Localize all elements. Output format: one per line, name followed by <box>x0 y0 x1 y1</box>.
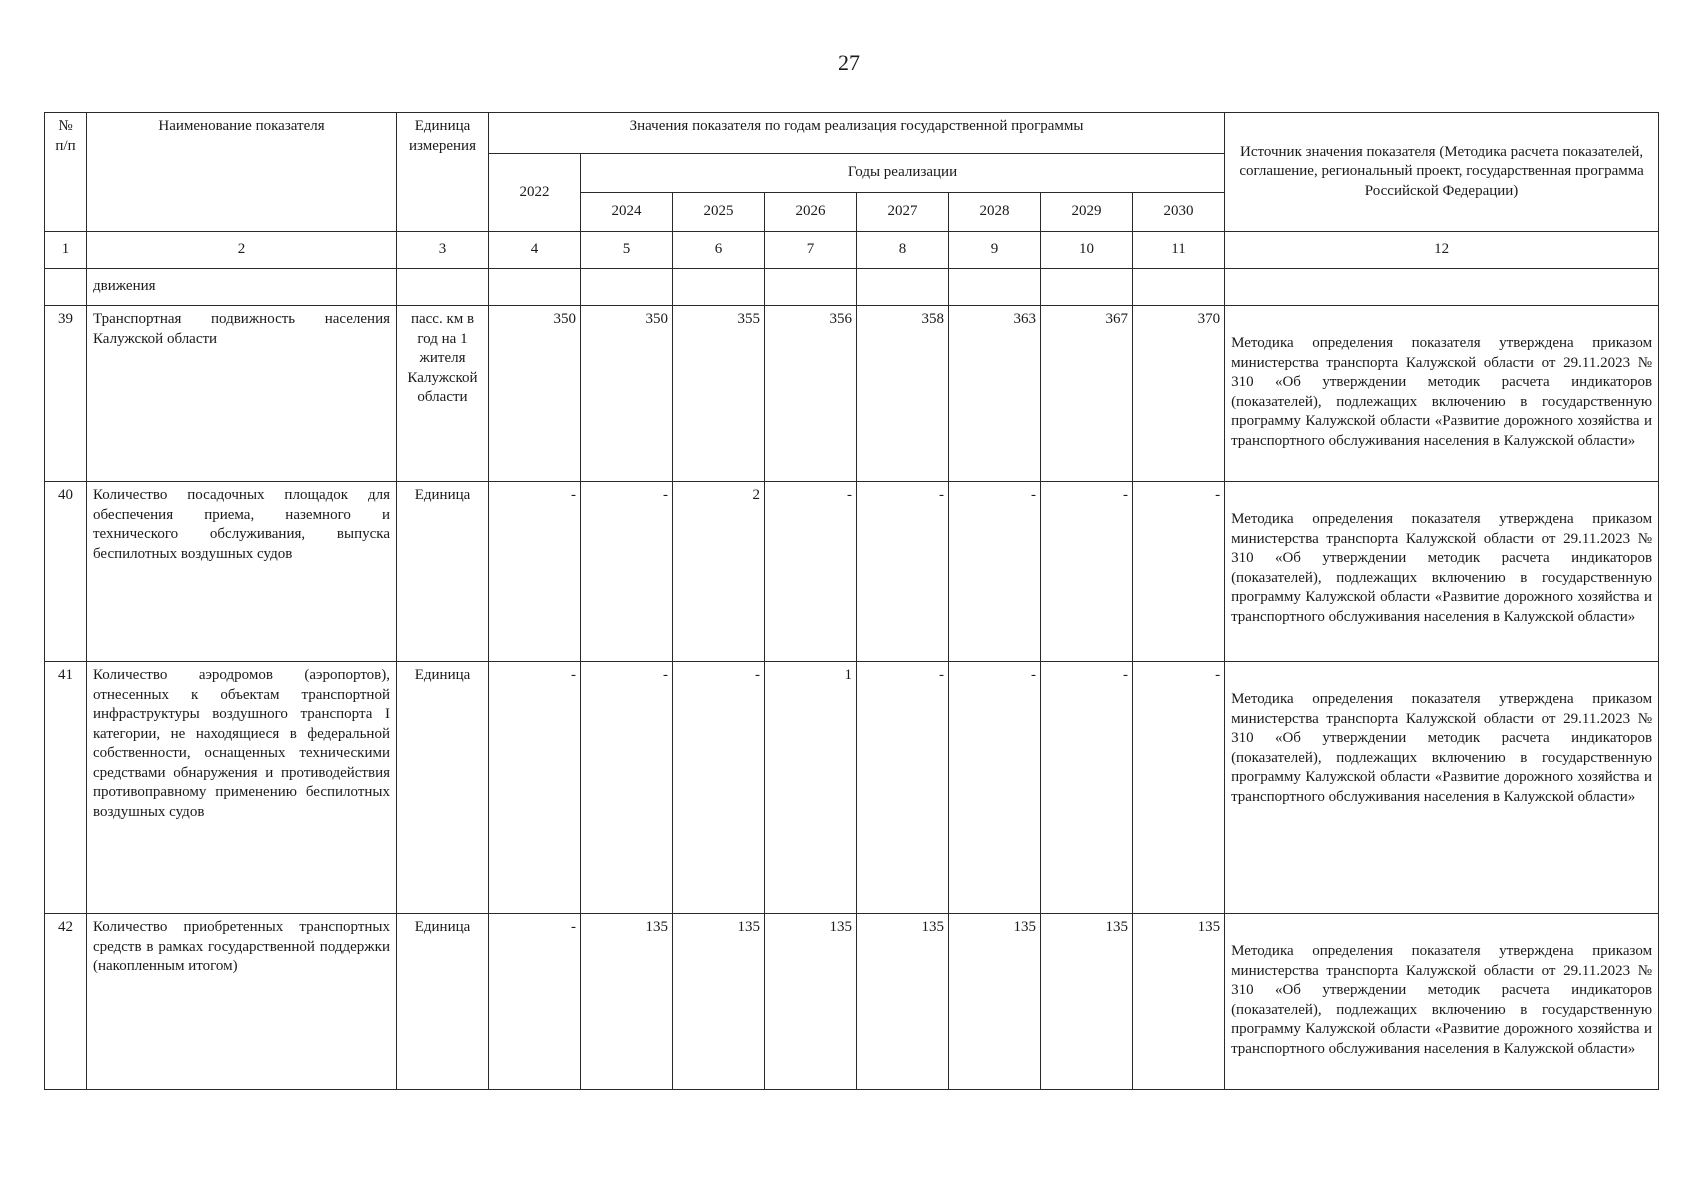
value-cell: - <box>673 662 765 914</box>
column-number: 8 <box>857 232 949 269</box>
column-number: 11 <box>1133 232 1225 269</box>
header-source: Источник значения показателя (Методика расчета показателей, соглашение, региональный проект, государственная программа Российской Федерации) <box>1225 113 1659 232</box>
header-base-year: 2022 <box>489 154 581 232</box>
value-cell: - <box>949 662 1041 914</box>
indicator-source: Методика определения показателя утверждена приказом министерства транспорта Калужской области от 29.11.2023 № 310 «Об утверждении методик расчета индикаторов (показателей), подлежащих включению в государственную программу Калужской области «Развитие дорожного хозяйства и транспортного обслуживания населения в Калужской области» <box>1225 662 1659 914</box>
value-cell: 135 <box>1133 914 1225 1090</box>
header-year: 2028 <box>949 193 1041 232</box>
header-row-1 <box>45 113 1659 154</box>
header-year: 2025 <box>673 193 765 232</box>
header-year: 2026 <box>765 193 857 232</box>
value-cell: - <box>1041 662 1133 914</box>
column-number-row <box>45 232 1659 269</box>
value-cell: - <box>765 482 857 662</box>
column-number: 4 <box>489 232 581 269</box>
indicator-source: Методика определения показателя утверждена приказом министерства транспорта Калужской области от 29.11.2023 № 310 «Об утверждении методик расчета индикаторов (показателей), подлежащих включению в государственную программу Калужской области «Развитие дорожного хозяйства и транспортного обслуживания населения в Калужской области» <box>1225 914 1659 1090</box>
indicator-unit: Единица <box>397 662 489 914</box>
indicator-name: Количество аэродромов (аэропортов), отнесенных к объектам транспортной инфраструктуры воздушного транспорта I категории, не находящиеся в федеральной собственности, оснащенных техническими средствами обнаружения и противодействия противоправному применению беспилотных воздушных судов <box>87 662 397 914</box>
value-cell: 135 <box>857 914 949 1090</box>
indicator-name: Количество посадочных площадок для обеспечения приема, наземного и технического обслуживания, выпуска беспилотных воздушных судов <box>87 482 397 662</box>
value-cell: - <box>949 482 1041 662</box>
value-cell: - <box>1133 482 1225 662</box>
page-number: 27 <box>838 50 860 75</box>
value-cell: 135 <box>673 914 765 1090</box>
value-cell: 350 <box>489 306 581 482</box>
value-cell: 1 <box>765 662 857 914</box>
row-number: 40 <box>45 482 87 662</box>
value-cell: 363 <box>949 306 1041 482</box>
header-year: 2027 <box>857 193 949 232</box>
column-number: 2 <box>87 232 397 269</box>
header-year: 2029 <box>1041 193 1133 232</box>
table-row <box>45 306 1659 482</box>
continuation-row <box>45 269 1659 306</box>
table-row <box>45 662 1659 914</box>
column-number: 10 <box>1041 232 1133 269</box>
table-row <box>45 482 1659 662</box>
value-cell: - <box>489 482 581 662</box>
column-number: 9 <box>949 232 1041 269</box>
value-cell: 135 <box>581 914 673 1090</box>
row-number: 39 <box>45 306 87 482</box>
indicator-table <box>44 112 1659 1090</box>
value-cell: - <box>581 482 673 662</box>
value-cell: - <box>1133 662 1225 914</box>
value-cell: - <box>857 662 949 914</box>
indicator-name: Транспортная подвижность населения Калужской области <box>87 306 397 482</box>
indicator-unit: Единица <box>397 914 489 1090</box>
value-cell: 356 <box>765 306 857 482</box>
value-cell: - <box>581 662 673 914</box>
column-number: 6 <box>673 232 765 269</box>
continuation-text: движения <box>87 269 397 306</box>
column-number: 1 <box>45 232 87 269</box>
header-name: Наименование показателя <box>87 113 397 232</box>
header-year: 2030 <box>1133 193 1225 232</box>
value-cell: - <box>857 482 949 662</box>
header-years-group: Годы реализации <box>581 154 1225 193</box>
table-row <box>45 914 1659 1090</box>
column-number: 7 <box>765 232 857 269</box>
indicator-source: Методика определения показателя утверждена приказом министерства транспорта Калужской области от 29.11.2023 № 310 «Об утверждении методик расчета индикаторов (показателей), подлежащих включению в государственную программу Калужской области «Развитие дорожного хозяйства и транспортного обслуживания населения в Калужской области» <box>1225 482 1659 662</box>
value-cell: 367 <box>1041 306 1133 482</box>
header-year: 2024 <box>581 193 673 232</box>
indicator-source: Методика определения показателя утверждена приказом министерства транспорта Калужской области от 29.11.2023 № 310 «Об утверждении методик расчета индикаторов (показателей), подлежащих включению в государственную программу Калужской области «Развитие дорожного хозяйства и транспортного обслуживания населения в Калужской области» <box>1225 306 1659 482</box>
column-number: 3 <box>397 232 489 269</box>
value-cell: 370 <box>1133 306 1225 482</box>
row-number: 42 <box>45 914 87 1090</box>
value-cell: - <box>489 662 581 914</box>
indicator-name: Количество приобретенных транспортных средств в рамках государственной поддержки (накопленным итогом) <box>87 914 397 1090</box>
column-number: 5 <box>581 232 673 269</box>
header-unit: Единица измерения <box>397 113 489 232</box>
value-cell: - <box>1041 482 1133 662</box>
header-values-group: Значения показателя по годам реализация государственной программы <box>489 113 1225 154</box>
value-cell: 355 <box>673 306 765 482</box>
header-num: № п/п <box>45 113 87 232</box>
indicator-unit: пасс. км в год на 1 жителя Калужской области <box>397 306 489 482</box>
value-cell: - <box>489 914 581 1090</box>
column-number: 12 <box>1225 232 1659 269</box>
indicator-unit: Единица <box>397 482 489 662</box>
value-cell: 350 <box>581 306 673 482</box>
value-cell: 358 <box>857 306 949 482</box>
value-cell: 2 <box>673 482 765 662</box>
value-cell: 135 <box>1041 914 1133 1090</box>
value-cell: 135 <box>765 914 857 1090</box>
row-number: 41 <box>45 662 87 914</box>
value-cell: 135 <box>949 914 1041 1090</box>
